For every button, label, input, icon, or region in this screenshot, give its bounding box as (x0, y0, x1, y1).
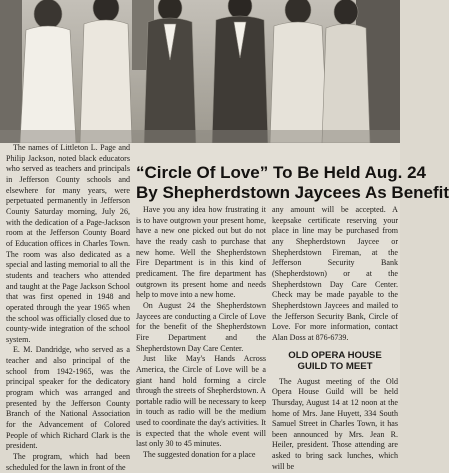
opera-house-headline (272, 350, 398, 373)
article-paragraph: On August 24 the Shepherdstown Jaycees are conducting a Circle of Love for the benefit of the Shepherdstown Fire Department and the Shepherdstown Day Care Center. (136, 300, 266, 353)
newspaper-page (0, 143, 449, 472)
article-paragraph: The program, which had been scheduled for the lawn in front of the (6, 452, 130, 472)
article-paragraph: The suggested donation for a place (143, 450, 256, 460)
article-paragraph: any amount will be accepted. A keepsake certificate reserving your place in line may be purchased from any Shepherdstown Jaycee or Shepherdstown Fireman, at the Jefferson Security Bank (Shepherdstown) or at the Shepherdstown Day Care Center. Check may be made payable to the Shepherdstown Jaycees and mailed to the Jefferson Security Bank, Circle of Love. For more information, contact Alan Doss at 876-6739. (272, 205, 398, 342)
article-paragraph: The names of Littleton L. Page and Philip Jackson, noted black educators who served as teachers and principals in Jefferson County schools and elsewhere for many years, were perpetuated permanently in Jefferson County Saturday morning, July 26, with the dedication of a Page-Jackson room at the Jefferson County Board of Education offices in Charles Town. The room was also dedicated as a special and lasting memorial to all the students and teachers who attended and taught at the Page Jackson School that was first opened in 1948 and operated through the year 1965 when the school was officially closed due to county-wide integration of the school system. (6, 143, 130, 344)
article-paragraph: The August meeting of the Old Opera House Guild will be held Thursday, August 14 at 12 noon at the home of Mrs. Jane Huyett, 334 South Samuel Street in Charles Town, it has been announced by Mrs. Jean R. Heiler, president. Those attending are asked to bring sack lunches, which will be (272, 376, 398, 471)
headline-line: GUILD TO MEET (297, 361, 373, 373)
group-photo-icon (0, 0, 400, 143)
article-paragraph: Have you any idea how frustrating it is to have outgrown your present home, have a new one picked out but do not have the ready cash to purchase that new home. Well the Shepherdstown Fire Department is in this kind of predicament. The fire department has outgrown its present home and needs help to move into a new home. (136, 205, 266, 300)
headline-line: OLD OPERA HOUSE (288, 349, 382, 361)
circle-of-love-column-1 (136, 205, 266, 461)
page-jackson-article (6, 143, 130, 473)
headline-line: “Circle Of Love” To Be Held Aug. 24 (136, 163, 426, 182)
article-paragraph: Just like May's Hands Across America, the Circle of Love will be a giant hand hold forming a circle through the streets of Shepherdstown. A portable radio will be necessary to keep in touch as radio will be the medium used to coordinate the day's activities. It is expected that the whole event will last only 30 to 45 minutes. (136, 354, 266, 449)
circle-of-love-column-2 (272, 205, 398, 472)
group-photo (0, 0, 400, 143)
headline-line: By Shepherdstown Jaycees As Benefit (136, 183, 449, 202)
article-paragraph: E. M. Dandridge, who served as a teacher and also principal of the school from 1942-1965, was the principal speaker for the dedicatory program which was arranged and presented by the Jefferson County Branch of the National Association for the Advancement of Colored People of which Richard Clark is the president. (6, 345, 130, 451)
circle-of-love-headline (136, 163, 449, 203)
